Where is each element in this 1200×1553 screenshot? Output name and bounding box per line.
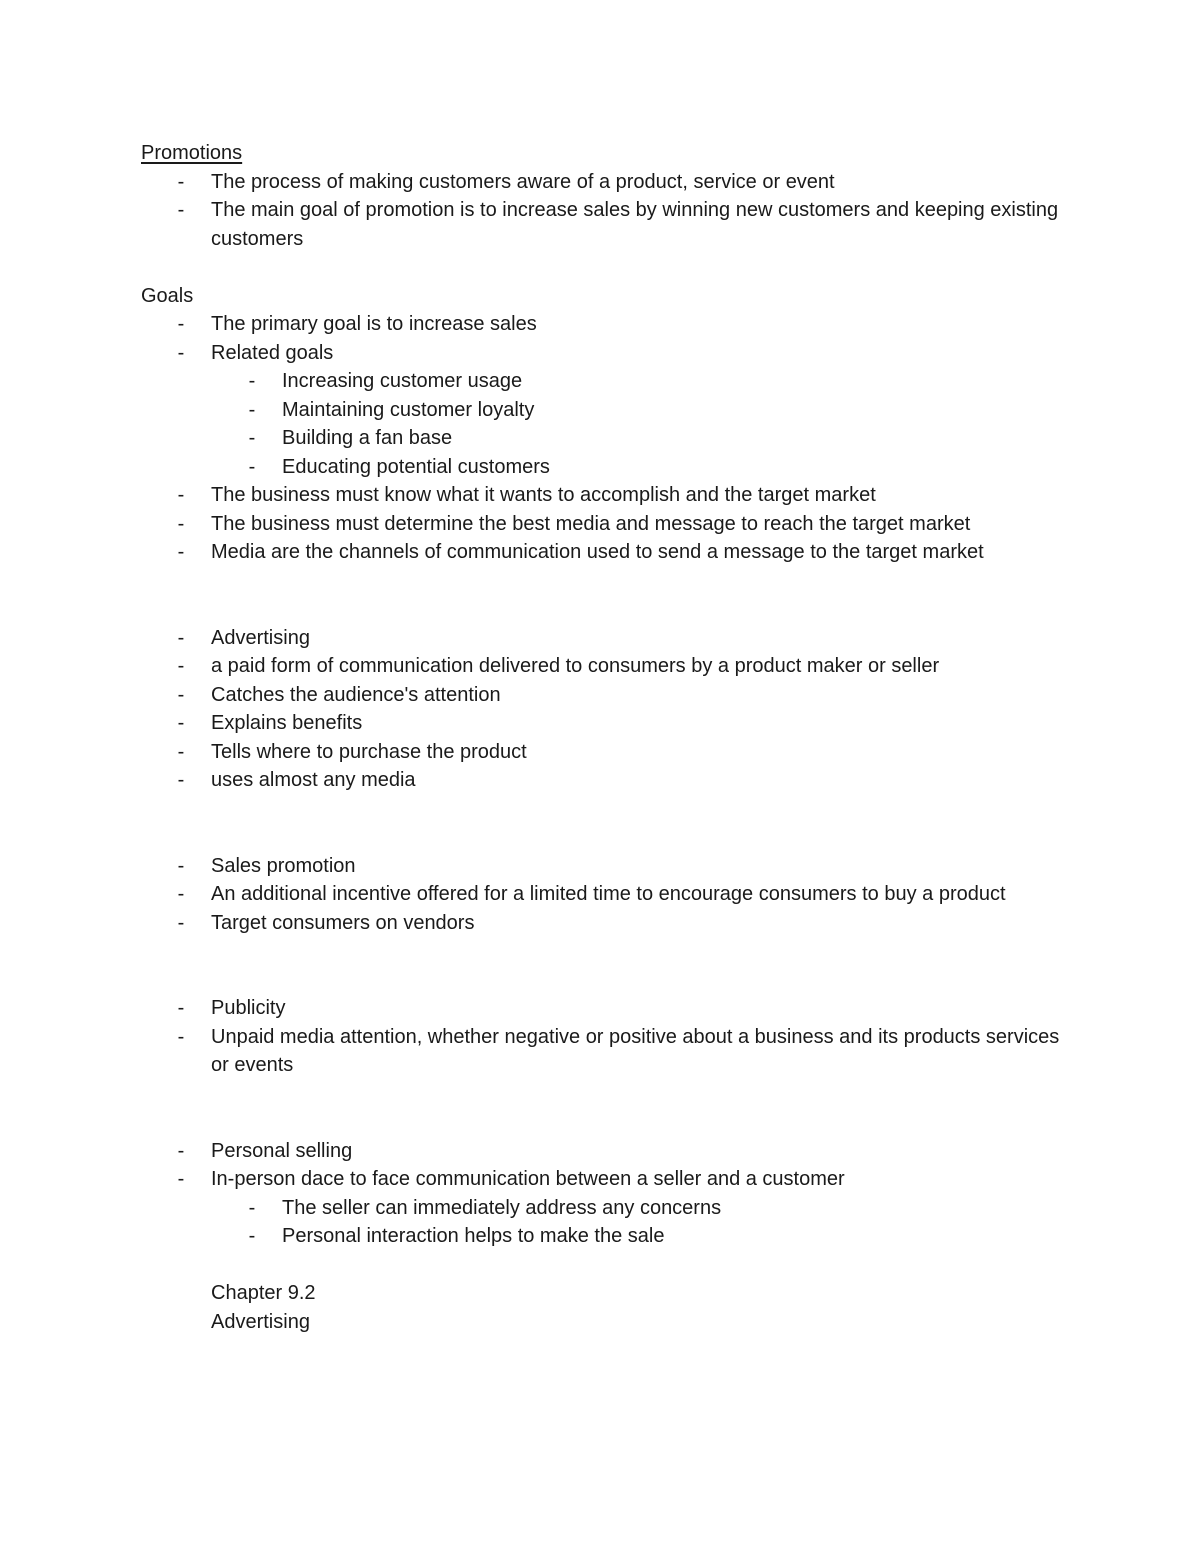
list-item-text: Explains benefits [211, 712, 363, 734]
spacer [141, 1080, 1061, 1109]
list-item [141, 738, 1061, 767]
bullet-dash: - [177, 655, 185, 677]
list-item-text: Unpaid media attention, whether negative or positive about a business and its products services or events [211, 1025, 1060, 1076]
list-item-text: The process of making customers aware of a product, service or event [211, 170, 835, 193]
list-item [141, 1165, 1061, 1194]
bullet-dash: - [177, 883, 185, 905]
spacer [141, 567, 1061, 596]
list-item-text: In-person dace to face communication between a seller and a customer [211, 1168, 845, 1190]
chapter-label: Chapter 9.2 [211, 1282, 316, 1304]
chapter-topic: Advertising [211, 1310, 310, 1333]
bullet-dash: - [177, 911, 185, 934]
bullet-dash: - [177, 740, 185, 763]
list-item [141, 852, 1061, 881]
bullet-dash: - [177, 484, 185, 506]
sub-list-item-text: Educating potential customers [282, 455, 550, 478]
spacer [141, 1108, 1061, 1137]
bullet-dash: - [177, 341, 185, 364]
spacer [141, 253, 1061, 282]
bullet-dash: - [248, 427, 256, 449]
list-item [141, 652, 1061, 681]
bullet-dash: - [177, 1168, 185, 1190]
list-item [141, 168, 1061, 197]
list-item [141, 909, 1061, 938]
bullet-dash: - [177, 1025, 185, 1048]
sub-list-item [141, 424, 1061, 453]
list-item [141, 339, 1061, 368]
list-item-text: Advertising [211, 626, 310, 649]
list-item [141, 1023, 1061, 1080]
sub-list-item-text: The seller can immediately address any concerns [282, 1196, 722, 1219]
list-item-text: uses almost any media [211, 769, 416, 791]
bullet-dash: - [177, 997, 185, 1019]
list-item-text: Related goals [211, 341, 334, 364]
sub-list-item [141, 453, 1061, 482]
sub-list-item-text: Building a fan base [282, 427, 453, 449]
sub-list-item-text: Personal interaction helps to make the sale [282, 1225, 665, 1247]
bullet-dash: - [177, 1139, 185, 1162]
bullet-dash: - [177, 541, 185, 563]
bullet-dash: - [177, 626, 185, 649]
spacer [141, 595, 1061, 624]
list-item [141, 538, 1061, 567]
list-item-text: Media are the channels of communication used to send a message to the target market [211, 541, 984, 563]
bullet-dash: - [248, 370, 256, 392]
sub-list-item [141, 1194, 1061, 1223]
list-item-text: The main goal of promotion is to increase sales by winning new customers and keeping existing customers [211, 199, 1059, 250]
list-item [141, 1137, 1061, 1166]
list-item [141, 994, 1061, 1023]
bullet-dash: - [177, 512, 185, 535]
list-item [141, 481, 1061, 510]
bullet-dash: - [177, 313, 185, 335]
list-item [141, 196, 1061, 253]
list-item-text: a paid form of communication delivered to consumers by a product maker or seller [211, 655, 940, 677]
bullet-dash: - [248, 455, 256, 478]
sub-list-item-text: Maintaining customer loyalty [282, 398, 535, 421]
spacer [141, 823, 1061, 852]
bullet-dash: - [177, 683, 185, 706]
spacer [141, 1251, 1061, 1280]
list-item [141, 681, 1061, 710]
list-item-text: The business must know what it wants to accomplish and the target market [211, 484, 876, 506]
list-item-text: An additional incentive offered for a limited time to encourage consumers to buy a product [211, 883, 1006, 905]
sub-list-item [141, 396, 1061, 425]
bullet-dash: - [177, 769, 185, 791]
spacer [141, 937, 1061, 966]
list-item-text: The business must determine the best media and message to reach the target market [211, 512, 971, 535]
list-item-text: The primary goal is to increase sales [211, 313, 537, 335]
list-item [141, 310, 1061, 339]
section-heading-promotions: Promotions [141, 142, 243, 164]
sub-list-item [141, 1222, 1061, 1251]
list-item [141, 624, 1061, 653]
document-body [141, 139, 1061, 1336]
spacer [141, 966, 1061, 995]
sub-list-item-text: Increasing customer usage [282, 370, 523, 392]
section-heading-goals: Goals [141, 284, 194, 307]
bullet-dash: - [248, 398, 256, 421]
list-item [141, 510, 1061, 539]
list-item-text: Sales promotion [211, 854, 356, 877]
list-item-text: Publicity [211, 997, 286, 1019]
bullet-dash: - [248, 1225, 256, 1247]
list-item-text: Tells where to purchase the product [211, 740, 527, 763]
spacer [141, 795, 1061, 824]
bullet-dash: - [177, 854, 185, 877]
bullet-dash: - [177, 199, 185, 221]
bullet-dash: - [177, 170, 185, 193]
bullet-dash: - [248, 1196, 256, 1219]
list-item [141, 880, 1061, 909]
list-item [141, 709, 1061, 738]
bullet-dash: - [177, 712, 185, 734]
list-item-text: Catches the audience's attention [211, 683, 501, 706]
list-item-text: Personal selling [211, 1139, 353, 1162]
list-item-text: Target consumers on vendors [211, 911, 475, 934]
list-item [141, 766, 1061, 795]
sub-list-item [141, 367, 1061, 396]
